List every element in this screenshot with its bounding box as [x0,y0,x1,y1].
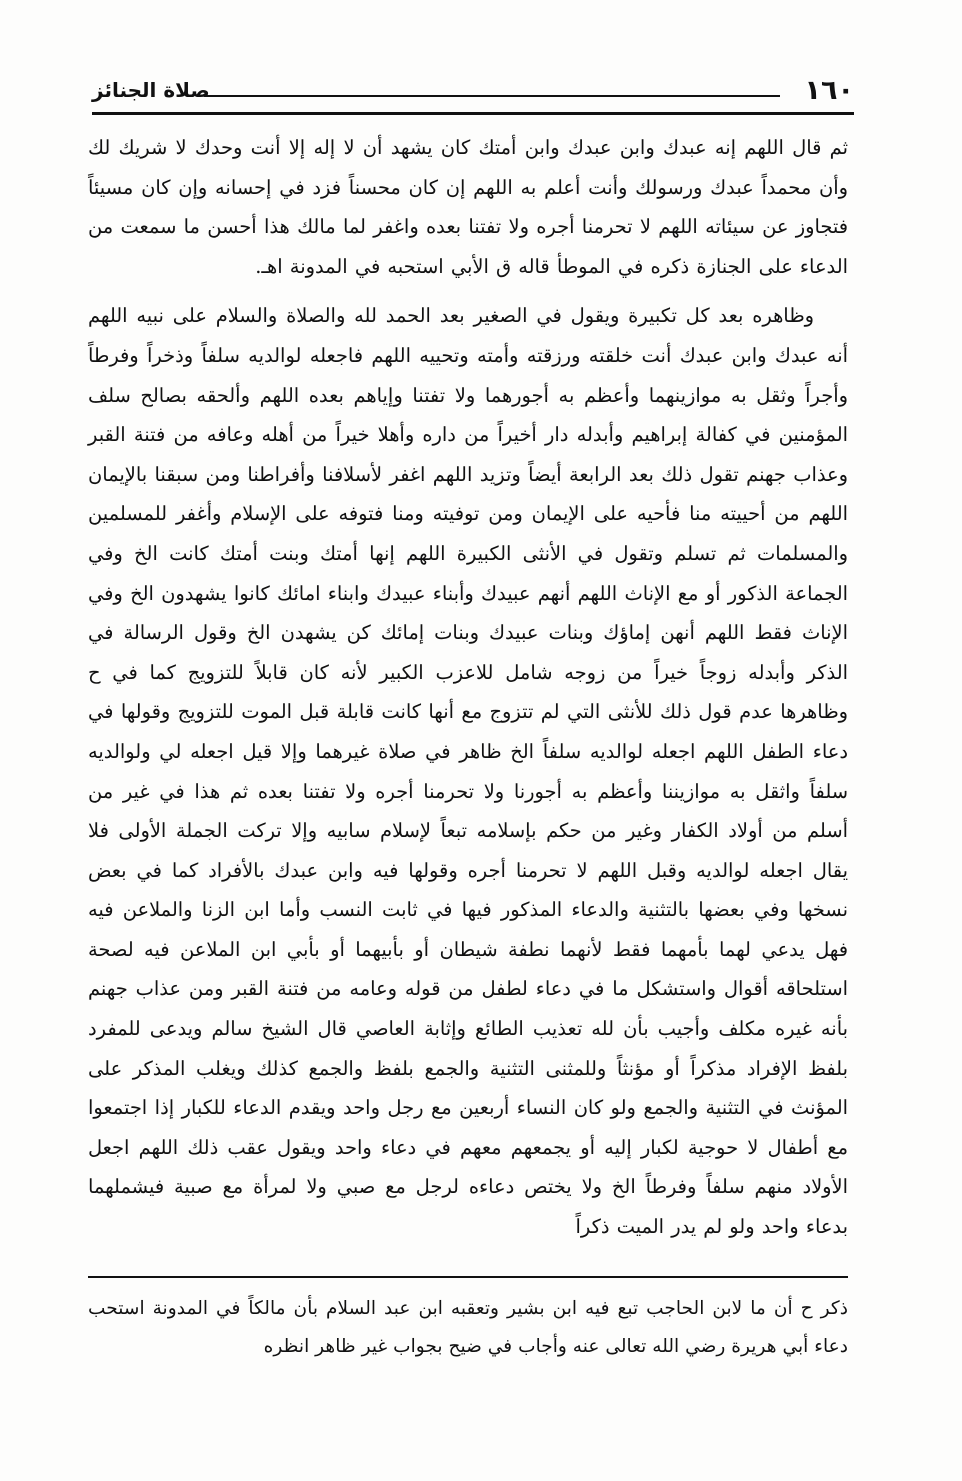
footnote-text: ذكر ح أن ما لابن الحاجب تبع فيه ابن بشير وتعقبه ابن عبد السلام بأن مالكاً في المدونة استحب دعاء أبي هريرة رضي الله تعالى عنه وأجاب في ضيح بجواب غير ظاهر انظره [88,1298,848,1357]
main-text [88,128,848,1247]
page-header [92,62,854,112]
paragraph-2: وظاهره بعد كل تكبيرة ويقول في الصغير بعد الحمد لله والصلاة والسلام على نبيه اللهم أنه عبدك وابن عبدك أنت خلقته ورزقته وأمته وتحييه اللهم فاجعله لوالديه سلفاً وذخراً وفرطاً وأجراً وثقل به موازينهما وأعظم به أجورهما ولا تفتنا وإياهم بعده اللهم وألحقه بصالح سلف المؤمنين في كفالة إبراهيم وأبدله دار أخيراً من داره وأهلا خيراً من أهله وعافه من فتنة القبر وعذاب جهنم تقول ذلك بعد الرابعة أيضاً وتزيد اللهم اغفر لأسلافنا وأفراطنا ومن سبقنا بالإيمان اللهم من أحييته منا فأحيه على الإيمان ومن توفيته ومنا فتوفه على الإسلام وأغفر للمسلمين والمسلمات ثم تسلم وتقول في الأنثى الكبيرة اللهم إنها أمتك وبنت أمتك كانت الخ وفي الجماعة الذكور أو مع الإناث اللهم أنهم عبيدك وأبناء عبيدك وابناء امائك كانوا يشهدون الخ وفي الإناث فقط اللهم أنهن إماؤك وبنات عبيدك وبنات إمائك كن يشهدن الخ وقول الرسالة في الذكر وأبدله زوجاً خيراً من زوجه شامل للاعزب الكبير لأنه كان قابلاً للتزويج كما في ح وظاهرها عدم قول ذلك للأنثى التي لم تتزوج مع أنها كانت قابلة قبل الموت للتزويج وقولها في دعاء الطفل اللهم اجعله لوالديه سلفاً الخ ظاهر في صلاة غيرهما وإلا قيل اجعله لي ولوالديه سلفاً واثقل به موازيننا وأعظم به أجورنا ولا تحرمنا أجره ولا تفتنا بعده ثم هذا في غير من أسلم من أولاد الكفار وغير من حكم بإسلامه تبعاً لإسلام سابيه وإلا تركت الجملة الأولى فلا يقال اجعله لوالديه وقبل اللهم لا تحرمنا أجره وقولها فيه وابن عبدك بالأفراد كما في بعض نسخها وفي بعضها بالتثنية والدعاء المذكور فيها في ثابت النسب وأما ابن الزنا والملاعن فيه فهل يدعي لهما بأمهما فقط لأنهما نطفة شيطان أو بأبيهما أو بأبي ابن الملاعن فيه لصحة استلحاقه أقوال واستشكل ما في دعاء لطفل من قوله وعامه من فتنة القبر ومن عذاب جهنم بأنه غيره مكلف وأجيب بأن لله تعذيب الطائع وإثابة العاصي قال الشيخ سالم ويدعى للمفرد بلفظ الإفراد مذكراً أو مؤنثاً وللمثنى التثنية والجمع بلفظ والجمع كذلك ويغلب المذكر على المؤنث في التثنية والجمع ولو كان النساء أربعين مع رجل واحد ويقدم الدعاء للكبار إذا اجتمعوا مع أطفال لا حوجية لكبار إليه أو يجمعهم معهم في دعاء واحد ويقول عقب ذلك اللهم اجعل الأولاد منهم سلفاً وفرطاً الخ ولا يختص دعاءه لرجل مع صبي ولا لمرأة مع صبية فيشملهما بدعاء واحد ولو لم يدر الميت ذكراً [88,304,848,1239]
chapter-title: صلاة الجنائز [92,78,210,102]
footnote-section [88,1290,848,1366]
page-number: ١٦٠ [804,75,854,106]
header-rule [92,112,854,115]
header-title-line [204,95,780,97]
footnote-separator [88,1276,848,1278]
paragraph-1: ثم قال اللهم إنه عبدك وابن عبدك وابن أمتك كان يشهد أن لا إله إلا أنت وحدك لا شريك لك وأن محمداً عبدك ورسولك وأنت أعلم به اللهم إن كان محسناً فزد في إحسانه وإن كان مسيئاً فتجاوز عن سيئاته اللهم لا تحرمنا أجره ولا تفتنا بعده واغفر لما مالك هذا أحسن ما سمعت من الدعاء على الجنازة ذكره في الموطأ قاله ق الأبي استحبه في المدونة اهـ. [88,136,848,278]
